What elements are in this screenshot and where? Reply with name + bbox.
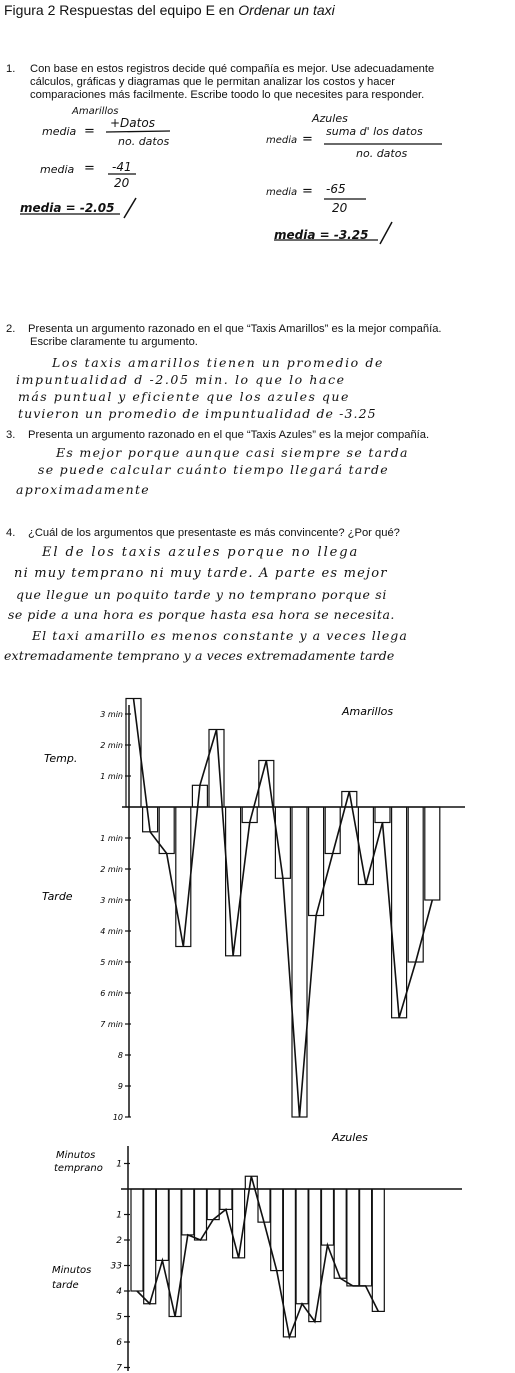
y-tick-label: 5 xyxy=(116,1312,122,1323)
y-tick-label: 3 min xyxy=(100,710,123,719)
ylabel-bottom-2: tarde xyxy=(52,1280,79,1291)
answer-line: más puntual y eficiente que los azules que xyxy=(18,389,350,404)
step-label: media xyxy=(40,163,75,176)
check-slash xyxy=(124,198,136,218)
step-denominator: 20 xyxy=(332,201,348,215)
y-tick-label: 7 min xyxy=(100,1020,123,1029)
chart-amarillos xyxy=(0,695,515,1125)
question-number: 4. xyxy=(6,527,16,539)
answer-line: extremadamente temprano y a veces extremadamente tarde xyxy=(4,648,395,663)
question-text xyxy=(28,527,400,540)
bar xyxy=(233,1189,245,1258)
y-tick-label: 4 min xyxy=(100,927,123,936)
check-slash xyxy=(380,222,392,244)
y-tick-label: 3 min xyxy=(100,896,123,905)
figure-title-italic: Ordenar un taxi xyxy=(238,2,335,18)
question-text xyxy=(28,323,442,349)
bar xyxy=(131,1189,143,1291)
bar xyxy=(372,1189,384,1311)
formula-denominator: no. datos xyxy=(118,135,170,148)
question-line: Presenta un argumento razonado en el que “Taxis Amarillos” es la mejor compañía. xyxy=(28,323,442,335)
answer-line: aproximadamente xyxy=(16,482,150,497)
trend-line xyxy=(137,1176,378,1337)
y-tick-label: 2 xyxy=(116,1236,122,1246)
question-line: Escribe claramente tu argumento. xyxy=(30,336,198,348)
bar xyxy=(358,807,373,885)
bar xyxy=(207,1189,219,1220)
y-tick-label: 33 xyxy=(110,1261,122,1272)
equals-sign: = xyxy=(302,132,313,147)
y-tick-label: 2 min xyxy=(100,865,123,874)
chart-title: Azules xyxy=(332,1131,368,1144)
formula-label: media xyxy=(42,125,77,138)
ylabel-top: Temp. xyxy=(44,752,78,765)
bar xyxy=(176,807,191,947)
question-line: ¿Cuál de los argumentos que presentaste es más convincente? ¿Por qué? xyxy=(28,527,400,539)
answer-line: ni muy temprano ni muy tarde. A parte es mejor xyxy=(14,566,388,581)
answer-line: El de los taxis azules porque no llega xyxy=(42,545,360,560)
bar xyxy=(392,807,407,1018)
y-tick-label: 1 min xyxy=(100,772,123,781)
bar xyxy=(182,1189,194,1235)
q1-work-strokes xyxy=(0,0,515,260)
chart-azules xyxy=(0,1128,515,1373)
fraction-bar xyxy=(106,131,170,132)
answer-line: impuntualidad d -2.05 min. lo que lo hace xyxy=(16,372,346,387)
answer-line: que llegue un poquito tarde y no temprano porque si xyxy=(16,587,388,602)
result-amarillos: media = -2.05 xyxy=(20,201,115,215)
bar xyxy=(360,1189,372,1286)
y-tick-label: 1 min xyxy=(100,834,123,843)
bar xyxy=(309,1189,321,1322)
amarillos-heading: Amarillos xyxy=(72,106,119,117)
bar xyxy=(220,1189,232,1209)
bar xyxy=(309,807,324,916)
ylabel-bottom-1: Minutos xyxy=(52,1265,92,1276)
question-number: 1. xyxy=(6,63,16,75)
trend-line xyxy=(134,699,433,1118)
ylabel-bottom: Tarde xyxy=(42,890,73,903)
question-number: 2. xyxy=(6,323,16,335)
chart-title: Amarillos xyxy=(342,705,394,718)
answer-line: se puede calcular cuánto tiempo llegará tarde xyxy=(38,462,389,477)
figure-label: Figura 2 xyxy=(4,2,56,18)
bar xyxy=(325,807,340,854)
equals-sign: = xyxy=(302,184,313,199)
y-tick-label: 2 min xyxy=(100,741,123,750)
question-line: comparaciones más facilmente. Escribe toodo lo que necesites para responder. xyxy=(30,89,425,101)
step-label: media xyxy=(266,187,298,198)
y-tick-label: 6 min xyxy=(100,989,123,998)
figure-title-text: Respuestas del equipo E en xyxy=(59,2,235,18)
formula-denominator: no. datos xyxy=(356,147,408,160)
y-tick-label: 6 xyxy=(116,1338,122,1348)
formula-numerator: suma d' los datos xyxy=(326,125,423,138)
y-tick-label: 8 xyxy=(117,1051,123,1060)
formula-label: media xyxy=(266,135,298,146)
y-tick-label: 1 xyxy=(116,1159,122,1170)
y-tick-label: 10 xyxy=(112,1113,123,1122)
step-numerator: -41 xyxy=(112,160,132,174)
bar xyxy=(322,1189,334,1245)
question-line: Con base en estos registros decide qué compañía es mejor. Use adecuadamente xyxy=(30,63,435,75)
answer-line: se pide a una hora es porque hasta esa hora se necesita. xyxy=(8,607,395,622)
answer-line: Los taxis amarillos tienen un promedio de xyxy=(52,355,384,370)
bar xyxy=(144,1189,156,1304)
formula-numerator: +Datos xyxy=(110,116,155,130)
result-azules: media = -3.25 xyxy=(274,228,369,242)
y-tick-label: 9 xyxy=(117,1082,123,1091)
y-tick-label: 1 xyxy=(116,1210,122,1221)
ylabel-top-2: temprano xyxy=(54,1163,103,1174)
step-denominator: 20 xyxy=(114,176,130,190)
bar xyxy=(271,1189,283,1271)
y-tick-label: 5 min xyxy=(100,958,123,967)
equals-sign: = xyxy=(84,161,95,176)
bar xyxy=(408,807,423,962)
y-tick-label: 7 xyxy=(116,1363,122,1373)
bar xyxy=(156,1189,168,1260)
azules-heading: Azules xyxy=(312,112,348,125)
y-tick-label: 4 xyxy=(116,1287,122,1297)
bar xyxy=(292,807,307,1117)
ylabel-top-1: Minutos xyxy=(56,1150,96,1161)
question-line: Presenta un argumento razonado en el que “Taxis Azules” es la mejor compañía. xyxy=(28,429,430,441)
question-text xyxy=(28,429,429,442)
answer-line: Es mejor porque aunque casi siempre se tarda xyxy=(56,445,409,460)
equals-sign: = xyxy=(84,124,95,139)
question-number: 3. xyxy=(6,429,16,441)
bar xyxy=(296,1189,308,1304)
question-line: cálculos, gráficas y diagramas que le permitan analizar los costos y hacer xyxy=(30,76,396,88)
bar xyxy=(334,1189,346,1278)
bar xyxy=(347,1189,359,1286)
bar xyxy=(425,807,440,900)
step-numerator: -65 xyxy=(326,182,346,196)
answer-line: tuvieron un promedio de impuntualidad de -3.25 xyxy=(18,406,377,421)
answer-line: El taxi amarillo es menos constante y a veces llega xyxy=(32,628,408,643)
bar xyxy=(375,807,390,823)
